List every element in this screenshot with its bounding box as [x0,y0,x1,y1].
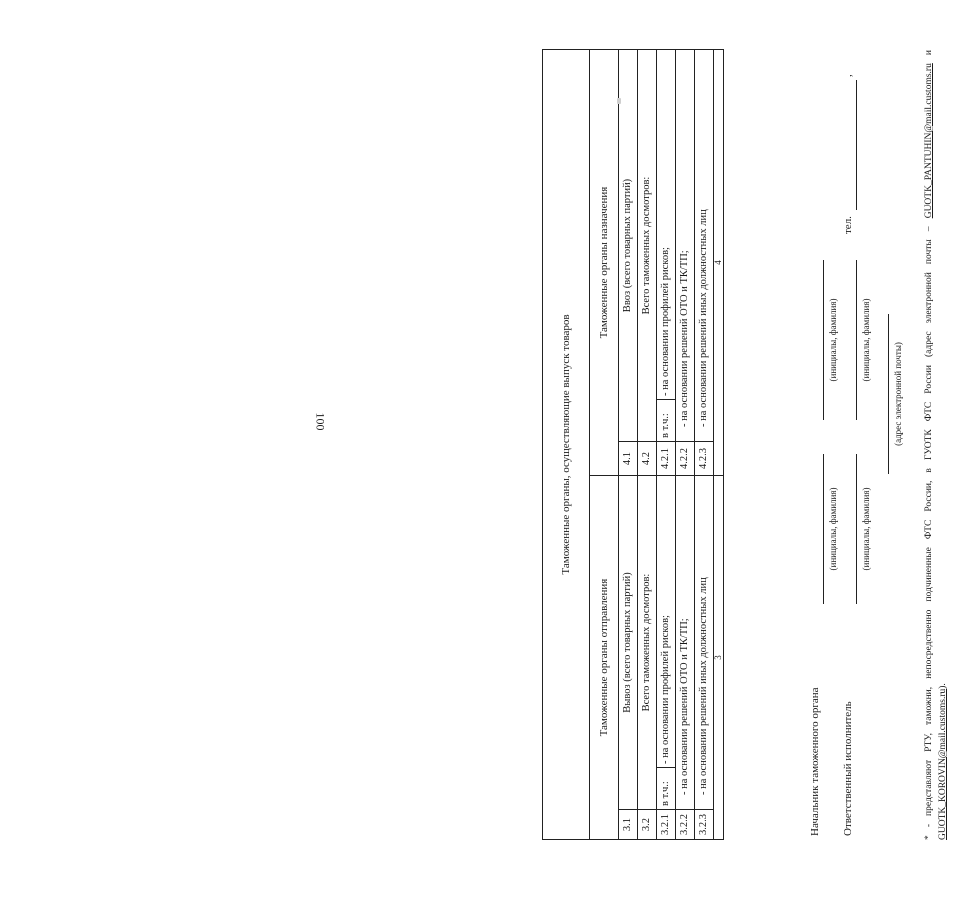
table-row [676,50,695,840]
footnote-star: * [924,835,934,840]
row-number: 4.2.3 [695,442,714,476]
head-name-line [823,260,824,420]
row-label: - на основании профилей рисков; [657,476,676,768]
executor-name-line [856,260,857,420]
table-row [619,50,638,840]
email-hint: (адрес электронной почты) [893,342,903,446]
footnote-email-1[interactable]: GUOTK_PANTUHIN@mail.customs.ru [924,63,934,219]
executor-initials-hint: (инициалы, фамилия) [861,487,871,571]
footnote-text: - представляют РТУ, таможни, непосредственно подчиненные ФТС России, в ГУОТК ФТС России (адрес электронной почты – [924,226,934,836]
row-number: 4.2 [638,442,657,476]
responsible-executor-label: Ответственный исполнитель [842,701,854,836]
row-label: - на основании решений иных должностных лиц [695,476,714,810]
destination-header: Таможенные органы назначения [590,50,619,476]
table-title: Таможенные органы, осуществляющие выпуск товаров [543,50,590,840]
customs-release-table [542,49,724,840]
footnote [922,50,950,840]
phone-line [856,80,857,210]
departure-header: Таможенные органы отправления [590,476,619,840]
row-number: 4.2.2 [676,442,695,476]
row-number: 4.1 [619,442,638,476]
row-number: 4.2.1 [657,442,676,476]
row-label: - на основании решений ОТО и ТК/ТП; [676,476,695,810]
head-name-hint: (инициалы, фамилия) [828,298,838,382]
head-initials-hint: (инициалы, фамилия) [828,487,838,571]
row-label: Всего таможенных досмотров: [638,50,657,442]
executor-name-hint: (инициалы, фамилия) [861,298,871,382]
column-number: 4 [714,50,724,476]
row-label: - на основании профилей рисков; [657,50,676,400]
email-line [888,314,889,474]
page-number: 100 [313,412,328,431]
footnote-email-2[interactable]: GUOTK_KOROVIN@mail.customs.ru [938,688,948,840]
row-number: 3.2.2 [676,810,695,840]
row-label: Вывоз (всего товарных партий) [619,476,638,810]
row-prefix: в т.ч.: [657,768,676,810]
row-number: 3.2.1 [657,810,676,840]
table-row [657,50,676,840]
row-label: - на основании решений иных должностных лиц [695,50,714,442]
row-number: 3.1 [619,810,638,840]
row-number: 3.2.3 [695,810,714,840]
phone-label: тел. [842,216,854,234]
row-prefix: в т.ч.: [657,400,676,442]
row-number: 3.2 [638,810,657,840]
executor-signature-line [856,454,857,604]
head-of-customs-label: Начальник таможенного органа [809,687,821,836]
footnote-end: ). [938,683,948,689]
table-row [695,50,714,840]
row-label: Всего таможенных досмотров: [638,476,657,810]
row-label: - на основании решений ОТО и ТК/ТП; [676,50,695,442]
phone-comma: , [842,74,854,77]
table-row [638,50,657,840]
row-label: Ввоз (всего товарных партий) [619,50,638,442]
head-signature-line [823,454,824,604]
footnote-conjunction: и [924,50,934,64]
column-number-row [714,50,724,840]
column-number: 3 [714,476,724,840]
scan-mark [617,98,621,104]
rotated-document-content [542,50,962,840]
